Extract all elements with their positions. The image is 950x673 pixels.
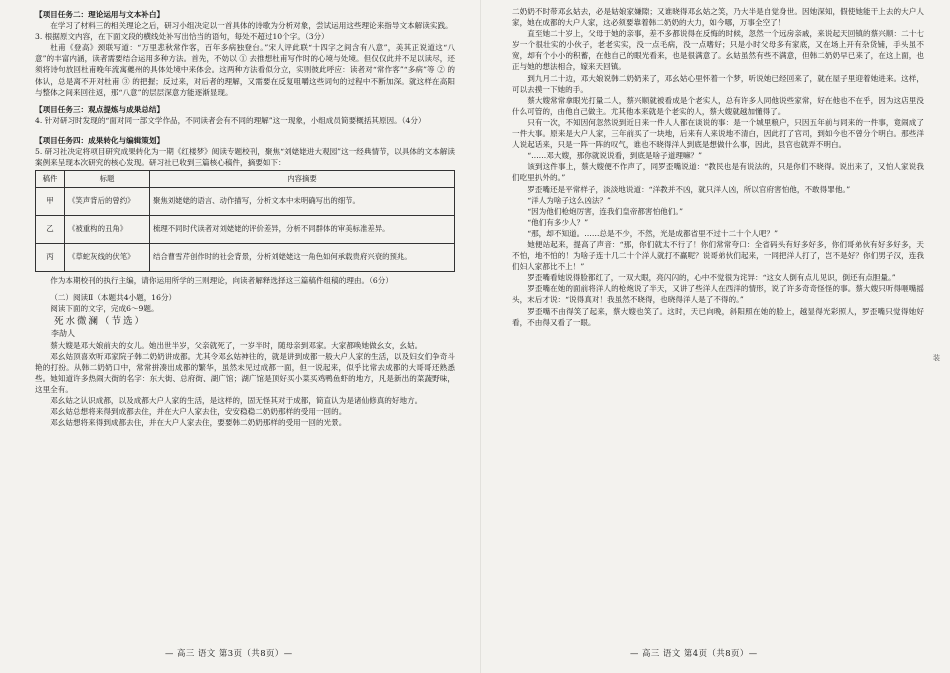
task-2-intro: 在学习了材料三的相关理论之后，研习小组决定以一首具体的诗歌为分析对象，尝试运用这些理论来指导文本解读实践。 bbox=[50, 21, 453, 31]
binding-mark: 装 bbox=[933, 354, 940, 362]
table-header-row bbox=[36, 171, 455, 188]
table-cell-id: 甲 bbox=[36, 188, 65, 216]
table-cell-title: 《笑声背后的曾约》 bbox=[65, 188, 150, 216]
passage-paragraph: “那，却不知道。……总是不少，不然，光是成都省里不过十二十个人吧？” bbox=[527, 228, 778, 238]
table-header-cell: 标题 bbox=[65, 171, 150, 188]
passage-paragraph: 邓幺姑想将来得到成都去住，并在大户人家去住，要要韩二奶奶那样的受用一回的光景。 bbox=[50, 418, 347, 428]
passage-paragraph: 邓幺姑顶喜欢听邓家院子韩二奶奶讲成都。尤其令邓幺姑神往的，就是讲到成都一般大户人家的生活，以及妇女们争奇斗艳的打扮。从韩二奶奶口中，常常拼凑出成都的繁华，虽然未见过成都一面，但一说起来，似乎比常去成都的大哥哥还熟悉些。她知道许多热闹大街的名字：东大街、总府街、湖广馆；湖广馆是顶好买小菜买鸡鸭鱼虾的地方，凡是新出的菜蔬野味，这里全有。 bbox=[35, 351, 455, 394]
passage-paragraph: “……邓大嫂，那你就说说看，到底是啥子道理嘛？” bbox=[527, 151, 703, 161]
question-5: 5. 研习社决定将项目研究成果转化为一期《红楼梦》阅读专题校刊，聚焦“刘姥姥进大观园”这一经典情节，以具体的文本解读案例来呈现本次研究的核心发现。研习社已收到三篇核心稿件，摘要如下： bbox=[35, 147, 455, 168]
passage-paragraph: 罗歪嘴在她的面前将洋人的枪炮说了半天，又讲了些洋人在西洋的情形，说了许多奇奇怪怪的事。蔡大嫂只听得咂嘴摇头，末后才说：“说得真对！我虽然不晓得，也晓得洋人是了不得的。” bbox=[512, 284, 924, 305]
table-row bbox=[36, 244, 455, 272]
table-cell-summary: 结合曹雪芹创作时的社会背景，分析刘姥姥这一角色如何承载贵府兴衰的预兆。 bbox=[150, 244, 455, 272]
table-header-cell: 内容摘要 bbox=[150, 171, 455, 188]
task-4-heading: 【项目任务四：成果转化与编辑策划】 bbox=[35, 135, 165, 145]
table-header-cell: 稿件 bbox=[36, 171, 65, 188]
table-cell-title: 《被重构的丑角》 bbox=[65, 216, 150, 244]
page-footer-left: — 高三 语文 第3页（共8页）— bbox=[165, 648, 293, 658]
reading-2-instruction: 阅读下面的文字，完成6～9题。 bbox=[50, 304, 159, 314]
table-cell-title: 《草蛇灰线的伏笔》 bbox=[65, 244, 150, 272]
manuscript-table bbox=[35, 170, 455, 272]
question-3: 3. 根据原文内容，在下面文段的横线处补写出恰当的语句，每处不超过10个字。（3分） bbox=[35, 32, 329, 42]
page-3-column bbox=[35, 6, 455, 428]
table-cell-summary: 聚焦刘姥姥的语言、动作描写，分析文本中未明确写出的细节。 bbox=[150, 188, 455, 216]
page-4-column bbox=[512, 6, 924, 328]
question-5-task: 作为本期校刊的执行主编，请你运用所学的三则理论，向读者解释选择这三篇稿件组稿的理由。（6分） bbox=[50, 276, 393, 286]
passage-paragraph: 该到这件事上，蔡大嫂便不作声了，同罗歪嘴说道：“教民也是有说法的，只是你们不晓得。说出来了，又怕人家说我们吃里扒外的。” bbox=[512, 162, 924, 183]
passage-author: 李劼人 bbox=[51, 328, 75, 338]
passage-paragraph: 罗歪嘴不由得笑了起来，蔡大嫂也笑了。这时，天已向晚，斜阳照在她的脸上，越显得光彩照人，罗歪嘴只觉得她好看，不由得又看了一眼。 bbox=[512, 306, 924, 327]
task-3-heading: 【项目任务三：观点提炼与成果总结】 bbox=[35, 104, 165, 114]
passage-paragraph: 蔡大嫂常常拿眼光打量二人，蔡兴顺就被看成是个老实人，总有许多人同他说些家常，好在他也不在乎，因为这店里没什么可管的，由他自己做主。尤其他本来就是个老实的人，蔡大嫂就越加懂得了。 bbox=[512, 95, 924, 116]
page-footer-right: — 高三 语文 第4页（共8页）— bbox=[630, 648, 758, 658]
passage-paragraph: 二奶奶不时带邓幺姑去，必是姑娘家嫌隙；又谁晓得邓幺姑之笑，乃大半是自觉身世。因她深知，假使她能干上去的大户人家，她在成都的大户人家，这必须要靠着韩二奶奶的大力，如今哪，万事全空了！ bbox=[512, 7, 924, 28]
passage-paragraph: 蔡大嫂是邓大娘前夫的女儿。她出世半岁，父亲就死了，一岁半时，随母亲到邓家。大家都唤她做幺女，幺姑。 bbox=[50, 340, 423, 350]
passage-paragraph: “因为他们枪炮厉害，连我们皇帝都害怕他们。” bbox=[527, 206, 684, 216]
passage-paragraph: 罗歪嘴还是平常样子，淡淡地说道：“洋教并不凶，就只洋人凶，所以官府害怕他，不敢得罪他。” bbox=[527, 184, 851, 194]
passage-paragraph: 邓幺姑总想将来得到成都去住，并在大户人家去住，安安稳稳二奶奶那样的受用一回的。 bbox=[50, 407, 347, 417]
table-cell-id: 乙 bbox=[36, 216, 65, 244]
task-2-heading: 【项目任务二：理论运用与文本补白】 bbox=[35, 10, 165, 19]
passage-title: 死水微澜（节选） bbox=[54, 315, 147, 327]
reading-2-heading: （二）阅读Ⅱ（本题共4小题，16分） bbox=[50, 293, 177, 303]
table-cell-id: 丙 bbox=[36, 244, 65, 272]
passage-paragraph: “洋人为啥子这么凶法？” bbox=[527, 195, 611, 205]
passage-paragraph: 直至她二十岁上，父母于她的亲事，差不多都说得在反悔的时候，忽然一个远房亲戚，来说起天回镇的蔡兴顺：二十七岁一个很壮实的小伙子，老老实实，没一点毛病，没一点嗜好；只是小时父母多有家底，又在场上开有杂货铺，手头虽不宽，却有个小小的积蓄，在他自己的眼光看来，也是很满意了。幺姑虽然有些不满意，但韩二奶奶早已来了，在这上面，也正与她的想法相合，嫁来天回镇。 bbox=[512, 29, 924, 72]
passage-paragraph: 只有一次，不知因何忽然说到近日来一件人人都在谈说的事：是一个城里粮户，只因五年前与同来的一件事，竟闹成了一件大事。原来是大户人家，三年前买了一块地，后来有人来说地不清白，因此打了官司，到如今也不曾分个明白。那些洋人说起话来，只是一阵一阵的叹气，谁也不晓得洋人到底是想做什么事，因此，县官也就弄不明白。 bbox=[512, 117, 924, 150]
passage-paragraph: 她便站起来，提高了声音：“那，你们就太不行了！你们常常夸口：全省码头有好多好多，你们哥弟伙有好多好多，天不怕，地不怕的！为啥子连十几二十个洋人就打不赢呢？说哥弟伙们起来，一同把洋人打了，岂不是好？你们男子汉，连我们妇人家都比不上！” bbox=[512, 239, 924, 272]
question-3-passage: 杜甫《登高》颈联写道：“万里悲秋常作客，百年多病独登台。”宋人评此联“十四字之间含有八意”，美其正说道这“八意”的丰富内涵，读者需要结合运用多种方法。首先，不妨以 ① 去推想杜甫写作时的心境与处境。但仅仅此并不足以读尽，还须将诗句放回杜甫晚年流寓夔州的具体处境中来体会。这两种方法看似分立，实则彼此呼应：读者对“常作客”“多病”等 ② 的体认，总是离不开对杜甫 ③ 的把握；反过来，对后者的理解，又需要在反复咀嚼这些词句的过程中不断加深。就这样在高阳与整体之间来回往返，那“八意”的层层深意方能逐渐显现。 bbox=[35, 43, 455, 97]
passage-paragraph: “他们有多少人？” bbox=[527, 217, 589, 227]
table-row bbox=[36, 188, 455, 216]
table-row bbox=[36, 216, 455, 244]
passage-paragraph: 邓幺姑之认识成都，以及成都大户人家的生活，是这样的，固无怪其对于成都，简直认为是诸仙修真的好地方。 bbox=[50, 395, 423, 405]
page-divider bbox=[480, 0, 481, 673]
passage-paragraph: 罗歪嘴看她说得脸都红了，一双大眼，亮闪闪的，心中不觉很为诧异：“这女人倒有点儿见识，倒还有点胆量。” bbox=[527, 273, 896, 283]
passage-paragraph: 到九月二十边，邓大娘说韩二奶奶来了，邓幺姑心里怀着一个梦，听说她已经回来了，就在屋子里迎着她进来。这样，可以去摸一下她的手。 bbox=[512, 73, 924, 94]
table-cell-summary: 梳理不同时代读者对刘姥姥的评价差异，分析不同群体的审美标准差异。 bbox=[150, 216, 455, 244]
question-4: 4. 针对研习时发现的“面对同一部文学作品，不同读者会有不同的理解”这一现象，小组成员简要概括其原因。（4分） bbox=[35, 115, 426, 125]
